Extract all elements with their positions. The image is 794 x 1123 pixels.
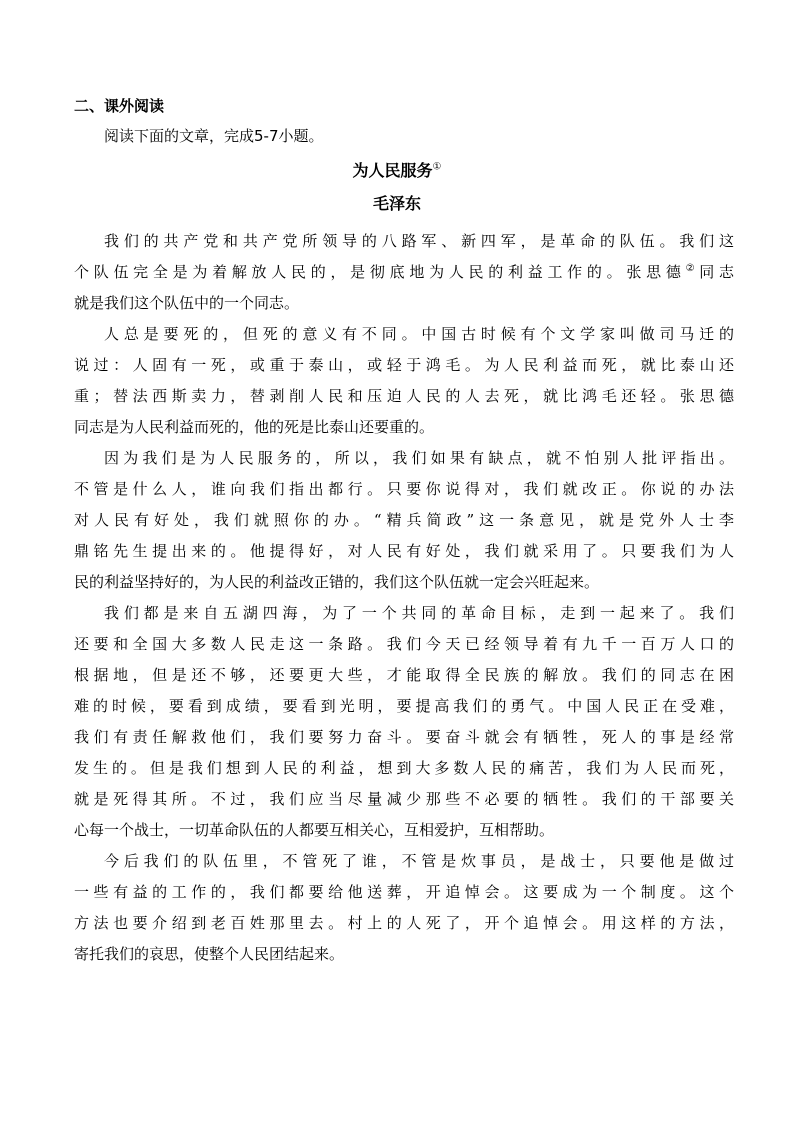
paragraph-line: 说过：人固有一死，或重于泰山，或轻于鸿毛。为人民利益而死，就比泰山还 <box>74 356 734 374</box>
paragraph-line: 不管是什么人，谁向我们指出都行。只要你说得对，我们就改正。你说的办法 <box>74 480 734 498</box>
paragraph-line: 心每一个战士，一切革命队伍的人都要互相关心，互相爱护，互相帮助。 <box>74 821 555 839</box>
paragraph-line: 鼎铭先生提出来的。他提得好，对人民有好处，我们就采用了。只要我们为人 <box>74 542 734 560</box>
section-heading: 二、课外阅读 <box>74 97 165 115</box>
reading-instruction: 阅读下面的文章，完成5-7小题。 <box>104 127 324 145</box>
paragraph-line: 一些有益的工作的，我们都要给他送葬，开追悼会。这要成为一个制度。这个 <box>74 883 734 901</box>
paragraph-line: 难的时候，要看到成绩，要看到光明，要提高我们的勇气。中国人民正在受难， <box>74 697 734 715</box>
paragraph-line: 我们的共产党和共产党所领导的八路军、新四军，是革命的队伍。我们这 <box>104 232 734 250</box>
paragraph-line: 就是死得其所。不过，我们应当尽量减少那些不必要的牺牲。我们的干部要关 <box>74 790 734 808</box>
paragraph-line: 根据地，但是还不够，还要更大些，才能取得全民族的解放。我们的同志在困 <box>74 666 734 684</box>
paragraph-2 <box>74 319 734 443</box>
paragraph-line: 寄托我们的哀思，使整个人民团结起来。 <box>74 945 345 963</box>
paragraph-line: 人总是要死的，但死的意义有不同。中国古时候有个文学家叫做司马迁的 <box>104 325 734 343</box>
paragraph-line: 民的利益坚持好的，为人民的利益改正错的，我们这个队伍就一定会兴旺起来。 <box>74 573 600 591</box>
paragraph-line: 就是我们这个队伍中的一个同志。 <box>74 294 300 312</box>
paragraph-line: 还要和全国大多数人民走这一条路。我们今天已经领导着有九千一百万人口的 <box>74 635 734 653</box>
paragraph-line: 今后我们的队伍里，不管死了谁，不管是炊事员，是战士，只要他是做过 <box>104 852 734 870</box>
paragraph-1 <box>74 226 734 319</box>
paragraph-line: 因为我们是为人民服务的，所以，我们如果有缺点，就不怕别人批评指出。 <box>104 449 734 467</box>
paragraph-line: 重；替法西斯卖力，替剥削人民和压迫人民的人去死，就比鸿毛还轻。张思德 <box>74 387 734 405</box>
paragraph-line: 方法也要介绍到老百姓那里去。村上的人死了，开个追悼会。用这样的方法， <box>74 914 734 932</box>
article-author: 毛泽东 <box>372 194 421 213</box>
footnote-marker: ② <box>685 263 700 274</box>
paragraph-line: 我们有责任解救他们，我们要努力奋斗。要奋斗就会有牺牲，死人的事是经常 <box>74 728 734 746</box>
article-body <box>74 226 734 970</box>
paragraph-3 <box>74 443 734 598</box>
paragraph-line: 发生的。但是我们想到人民的利益，想到大多数人民的痛苦，我们为人民而死， <box>74 759 734 777</box>
paragraph-line: 同志是为人民利益而死的，他的死是比泰山还要重的。 <box>74 418 435 436</box>
article-title-text: 为人民服务 <box>352 161 433 180</box>
paragraph-line-text: 个队伍完全是为着解放人民的，是彻底地为人民的利益工作的。张思德 <box>74 263 686 281</box>
paragraph-line: 我们都是来自五湖四海，为了一个共同的革命目标，走到一起来了。我们 <box>104 604 734 622</box>
paragraph-4 <box>74 598 734 846</box>
article-title <box>0 160 794 182</box>
paragraph-line <box>74 257 734 288</box>
paragraph-line-text: 同志 <box>699 263 734 281</box>
paragraph-line: 对人民有好处，我们就照你的办。“精兵简政”这一条意见，就是党外人士李 <box>74 511 734 529</box>
paragraph-5 <box>74 846 734 970</box>
title-footnote-marker: ① <box>432 161 442 173</box>
